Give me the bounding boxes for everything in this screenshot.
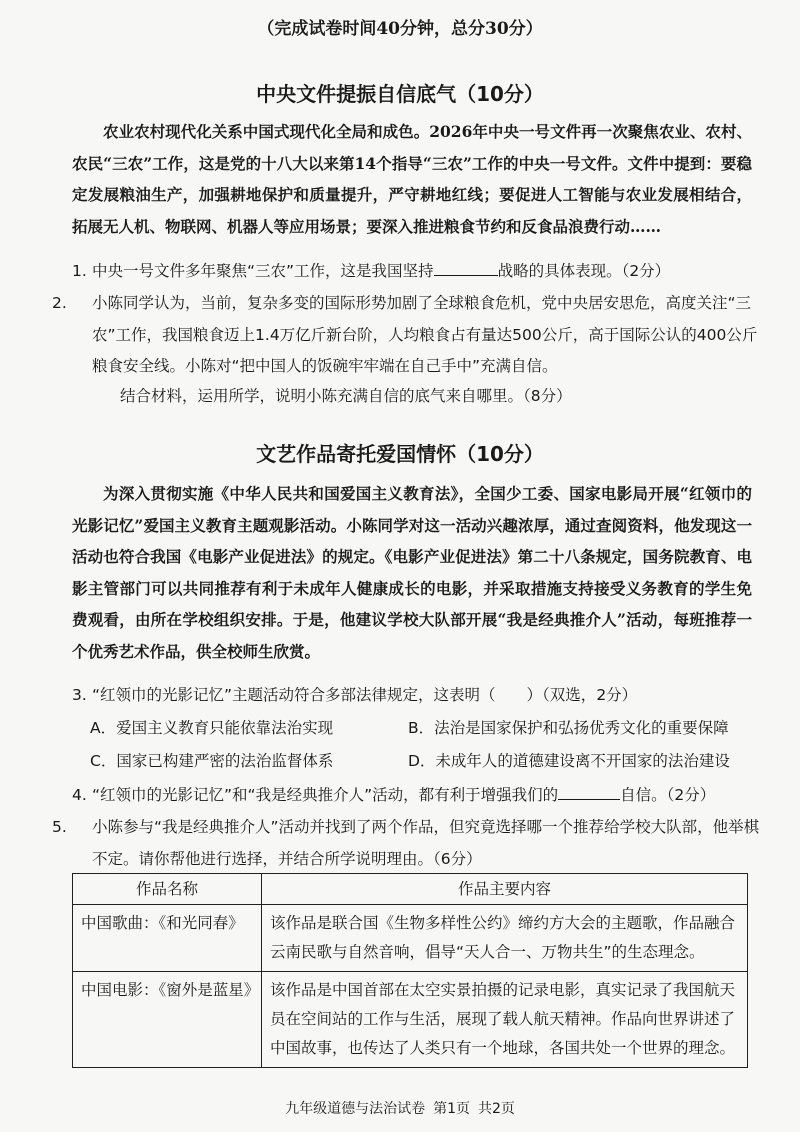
question-text: “红领巾的光影记忆”和“我是经典推介人”活动，都有利于增强我们的 <box>92 786 559 804</box>
page-footer <box>0 1098 800 1118</box>
header-work-name: 作品名称 <box>73 874 262 905</box>
question-1 <box>72 256 762 288</box>
question-4 <box>72 780 762 812</box>
table-row <box>73 972 748 1068</box>
question-text: “红领巾的光影记忆”主题活动符合多部法律规定，这表明（ ）（双选，2分） <box>92 686 638 704</box>
footer-page-number: 第1页 <box>433 1101 470 1117</box>
section2-material: 为深入贯彻实施《中华人民共和国爱国主义教育法》，全国少工委、国家电影局开展“红领巾的光影记忆”爱国主义教育主题观影活动。小陈同学对这一活动兴趣浓厚，通过查阅资料，他发现这一活动也符合我国《电影产业促进法》的规定。《电影产业促进法》第二十八条规定，国务院教育、电影主管部门可以共同推荐有利于未成年人健康成长的电影，并采取措施支持接受义务教育的学生免费观看，由所在学校组织安排。于是，他建议学校大队部开展“我是经典推介人”活动，每班推荐一个优秀艺术作品，供全校师生欣赏。 <box>72 484 752 661</box>
question-text: 中央一号文件多年聚焦“三农”工作，这是我国坚持 <box>92 262 434 280</box>
question-number: 1. <box>72 262 87 280</box>
answer-blank <box>558 781 620 800</box>
option-d: D．未成年人的道德建设离不开国家的法治建设 <box>408 752 730 770</box>
section1-title: 中央文件提振自信底气（10分） <box>256 82 544 106</box>
section1-material: 农业农村现代化关系中国式现代化全局和成色。2026年中央一号文件再一次聚焦农业、农村、农民“三农”工作，这是党的十八大以来第14个指导“三农”工作的中央一号文件。文件中提到：要稳定发展粮油生产，加强耕地保护和质量提升，严守耕地红线；要促进人工智能与农业发展相结合，拓展无人机、物联网、机器人等应用场景；要深入推进粮食节约和反食品浪费行动…… <box>72 122 752 236</box>
question-text-end: 自信。（2分） <box>620 786 716 804</box>
option-b: B．法治是国家保护和弘扬优秀文化的重要保障 <box>408 719 729 737</box>
question-5 <box>52 812 762 875</box>
table-header-row <box>73 874 748 905</box>
question-text: 小陈参与“我是经典推介人”活动并找到了两个作品，但究竟选择哪一个推荐给学校大队部，他举棋不定。请你帮他进行选择，并结合所学说明理由。（6分） <box>92 818 760 868</box>
question-number: 4. <box>72 786 87 804</box>
option-c: C．国家已构建严密的法治监督体系 <box>90 752 334 770</box>
question-text-end: 战略的具体表现。（2分） <box>497 262 671 280</box>
header-work-content: 作品主要内容 <box>262 874 748 905</box>
work-content: 该作品是中国首部在太空实景拍摄的记录电影，真实记录了我国航天员在空间站的工作与生活，展现了载人航天精神。作品向世界讲述了中国故事，也传达了人类只有一个地球，各国共处一个世界的理念。 <box>262 972 748 1068</box>
section2-title: 文艺作品寄托爱国情怀（10分） <box>256 442 544 466</box>
question-2 <box>52 288 762 383</box>
question-number: 5. <box>52 818 67 836</box>
question-number: 2. <box>52 294 67 312</box>
question-3 <box>72 680 762 712</box>
footer-total-pages: 共2页 <box>478 1101 515 1117</box>
option-a: A．爱国主义教育只能依靠法治实现 <box>90 719 334 737</box>
footer-exam-title: 九年级道德与法治试卷 <box>285 1101 426 1117</box>
question-2-prompt: 结合材料，运用所学，说明小陈充满自信的底气来自哪里。（8分） <box>120 387 572 405</box>
question-text: 小陈同学认为，当前，复杂多变的国际形势加剧了全球粮食危机，党中央居安思危，高度关注“三农”工作，我国粮食迈上1.4万亿斤新台阶，人均粮食占有量达500公斤，高于国际公认的400公斤粮食安全线。小陈对“把中国人的饭碗牢牢端在自己手中”充满自信。 <box>92 294 758 375</box>
answer-blank <box>434 257 498 276</box>
table-row <box>73 905 748 972</box>
work-name: 中国电影：《窗外是蓝星》 <box>73 972 262 1068</box>
work-name: 中国歌曲：《和光同春》 <box>73 905 262 972</box>
time-score-note: （完成试卷时间40分钟，总分30分） <box>257 19 543 39</box>
work-content: 该作品是联合国《生物多样性公约》缔约方大会的主题歌，作品融合云南民歌与自然音响，倡导“天人合一、万物共生”的生态理念。 <box>262 905 748 972</box>
question-number: 3. <box>72 686 87 704</box>
works-table <box>72 873 748 1068</box>
